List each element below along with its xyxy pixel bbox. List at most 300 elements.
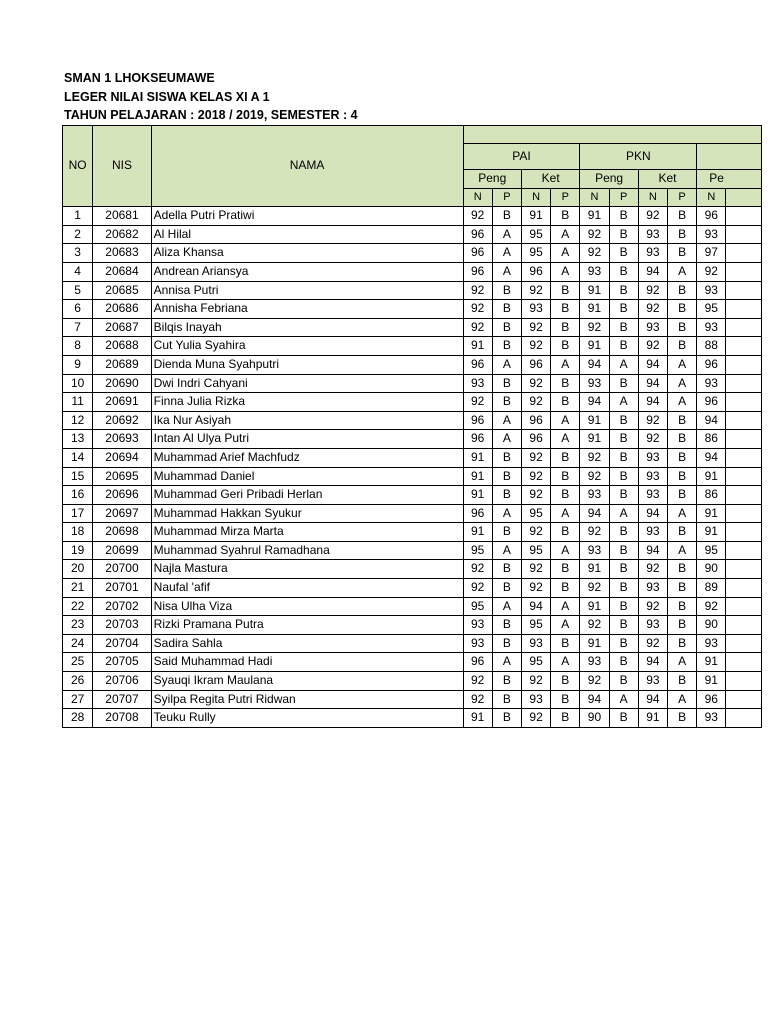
np-header-n: N [521, 188, 550, 207]
pai-peng-p: A [492, 225, 521, 244]
table-row [63, 467, 762, 486]
pai-ket-p: B [551, 374, 580, 393]
next-peng-n: 91 [697, 672, 726, 691]
academic-year: TAHUN PELAJARAN : 2018 / 2019, SEMESTER : 4 [64, 108, 358, 123]
pai-peng-n: 91 [463, 448, 492, 467]
table-row [63, 523, 762, 542]
row-number: 12 [63, 411, 93, 430]
nis-cell: 20683 [93, 244, 151, 263]
pkn-ket-p: B [667, 523, 696, 542]
pkn-ket-n: 94 [638, 393, 667, 412]
pkn-ket-p: B [667, 300, 696, 319]
pai-peng-n: 96 [463, 653, 492, 672]
subheader-ket: Ket [521, 170, 579, 189]
pkn-peng-p: B [609, 337, 638, 356]
pkn-peng-n: 94 [580, 355, 609, 374]
name-cell: Muhammad Geri Pribadi Herlan [151, 486, 463, 505]
name-cell: Muhammad Arief Machfudz [151, 448, 463, 467]
pkn-ket-n: 94 [638, 374, 667, 393]
pkn-peng-n: 92 [580, 467, 609, 486]
next-peng-n: 93 [697, 281, 726, 300]
nis-cell: 20697 [93, 504, 151, 523]
name-cell: Aliza Khansa [151, 244, 463, 263]
pkn-peng-p: B [609, 281, 638, 300]
next-peng-p [726, 374, 762, 393]
nis-cell: 20692 [93, 411, 151, 430]
pai-ket-n: 95 [521, 244, 550, 263]
pai-peng-n: 96 [463, 244, 492, 263]
pkn-peng-p: B [609, 560, 638, 579]
pkn-peng-n: 93 [580, 486, 609, 505]
pai-ket-p: B [551, 393, 580, 412]
pai-ket-n: 96 [521, 355, 550, 374]
row-number: 8 [63, 337, 93, 356]
pkn-ket-p: B [667, 207, 696, 226]
row-number: 23 [63, 616, 93, 635]
next-peng-p [726, 541, 762, 560]
pai-peng-n: 92 [463, 393, 492, 412]
nis-cell: 20691 [93, 393, 151, 412]
pkn-ket-p: B [667, 634, 696, 653]
next-peng-n: 97 [697, 244, 726, 263]
pai-ket-p: A [551, 597, 580, 616]
next-peng-n: 91 [697, 523, 726, 542]
pkn-peng-n: 91 [580, 411, 609, 430]
next-peng-n: 94 [697, 411, 726, 430]
pai-ket-p: B [551, 467, 580, 486]
pai-ket-p: A [551, 504, 580, 523]
name-cell: Syauqi Ikram Maulana [151, 672, 463, 691]
pai-peng-p: B [492, 709, 521, 728]
next-peng-n: 90 [697, 560, 726, 579]
name-cell: Adella Putri Pratiwi [151, 207, 463, 226]
pai-peng-n: 92 [463, 560, 492, 579]
name-cell: Muhammad Hakkan Syukur [151, 504, 463, 523]
pkn-peng-n: 91 [580, 207, 609, 226]
pai-peng-n: 93 [463, 616, 492, 635]
pai-ket-n: 95 [521, 541, 550, 560]
pkn-ket-n: 93 [638, 448, 667, 467]
pkn-ket-n: 93 [638, 225, 667, 244]
pai-peng-p: A [492, 244, 521, 263]
name-cell: Said Muhammad Hadi [151, 653, 463, 672]
pkn-peng-p: B [609, 541, 638, 560]
name-cell: Intan Al Ulya Putri [151, 430, 463, 449]
pai-peng-p: A [492, 430, 521, 449]
row-number: 21 [63, 579, 93, 598]
name-cell: Annisha Febriana [151, 300, 463, 319]
nis-cell: 20684 [93, 262, 151, 281]
pai-ket-p: B [551, 560, 580, 579]
np-header-n: N [697, 188, 726, 207]
pkn-peng-n: 91 [580, 337, 609, 356]
pai-peng-n: 96 [463, 355, 492, 374]
table-row [63, 374, 762, 393]
table-row [63, 225, 762, 244]
nis-cell: 20706 [93, 672, 151, 691]
pkn-peng-n: 92 [580, 225, 609, 244]
table-row [63, 318, 762, 337]
pkn-peng-n: 92 [580, 672, 609, 691]
nis-cell: 20703 [93, 616, 151, 635]
pkn-peng-p: B [609, 523, 638, 542]
table-row [63, 411, 762, 430]
pkn-ket-p: B [667, 616, 696, 635]
nis-cell: 20687 [93, 318, 151, 337]
pkn-peng-n: 91 [580, 597, 609, 616]
row-number: 13 [63, 430, 93, 449]
nis-cell: 20699 [93, 541, 151, 560]
pkn-ket-p: A [667, 355, 696, 374]
table-row [63, 597, 762, 616]
pkn-ket-n: 93 [638, 318, 667, 337]
pai-peng-p: A [492, 411, 521, 430]
table-row [63, 709, 762, 728]
pai-peng-n: 91 [463, 709, 492, 728]
pkn-ket-n: 93 [638, 672, 667, 691]
pkn-ket-n: 94 [638, 653, 667, 672]
pkn-ket-p: B [667, 225, 696, 244]
pkn-peng-p: B [609, 672, 638, 691]
nis-cell: 20686 [93, 300, 151, 319]
next-peng-p [726, 579, 762, 598]
nis-cell: 20688 [93, 337, 151, 356]
row-number: 26 [63, 672, 93, 691]
ledger-title: LEGER NILAI SISWA KELAS XI A 1 [64, 89, 270, 104]
name-cell: Naufal 'afif [151, 579, 463, 598]
pkn-peng-n: 91 [580, 300, 609, 319]
pai-ket-n: 92 [521, 709, 550, 728]
pkn-ket-p: B [667, 281, 696, 300]
pkn-peng-p: B [609, 709, 638, 728]
subheader-peng: Peng [580, 170, 638, 189]
pai-peng-n: 95 [463, 597, 492, 616]
pai-ket-p: A [551, 430, 580, 449]
pkn-peng-p: B [609, 430, 638, 449]
next-peng-p [726, 597, 762, 616]
table-row [63, 560, 762, 579]
next-peng-p [726, 467, 762, 486]
pai-peng-p: B [492, 467, 521, 486]
pkn-peng-p: B [609, 616, 638, 635]
pai-ket-p: B [551, 300, 580, 319]
next-peng-p [726, 300, 762, 319]
pai-ket-p: B [551, 672, 580, 691]
pkn-peng-n: 92 [580, 579, 609, 598]
pkn-peng-p: B [609, 448, 638, 467]
pai-ket-p: B [551, 448, 580, 467]
pai-ket-p: B [551, 709, 580, 728]
pkn-ket-n: 92 [638, 560, 667, 579]
pai-ket-p: A [551, 411, 580, 430]
pkn-ket-n: 93 [638, 244, 667, 263]
nis-cell: 20707 [93, 690, 151, 709]
pkn-ket-p: A [667, 393, 696, 412]
pai-peng-p: B [492, 393, 521, 412]
pai-peng-n: 92 [463, 690, 492, 709]
pkn-ket-p: A [667, 541, 696, 560]
table-row [63, 393, 762, 412]
nis-cell: 20700 [93, 560, 151, 579]
next-peng-n: 91 [697, 504, 726, 523]
pai-peng-p: A [492, 541, 521, 560]
pai-ket-p: A [551, 355, 580, 374]
pai-ket-n: 96 [521, 411, 550, 430]
pkn-ket-n: 91 [638, 709, 667, 728]
pai-ket-p: B [551, 634, 580, 653]
subheader-peng: Peng [463, 170, 521, 189]
pai-peng-n: 91 [463, 523, 492, 542]
np-header-p: P [492, 188, 521, 207]
pai-ket-n: 95 [521, 504, 550, 523]
table-row [63, 634, 762, 653]
pai-ket-n: 92 [521, 523, 550, 542]
next-peng-p [726, 523, 762, 542]
pkn-ket-p: A [667, 653, 696, 672]
pai-peng-p: A [492, 653, 521, 672]
next-peng-n: 93 [697, 225, 726, 244]
pkn-ket-p: B [667, 709, 696, 728]
pai-ket-n: 92 [521, 374, 550, 393]
np-header-p [726, 188, 762, 207]
nis-cell: 20689 [93, 355, 151, 374]
pai-peng-n: 96 [463, 430, 492, 449]
pai-peng-p: B [492, 523, 521, 542]
pai-ket-p: A [551, 225, 580, 244]
pkn-ket-p: B [667, 579, 696, 598]
school-name: SMAN 1 LHOKSEUMAWE [64, 71, 215, 85]
pkn-ket-p: A [667, 262, 696, 281]
name-cell: Al Hilal [151, 225, 463, 244]
next-peng-p [726, 262, 762, 281]
pai-ket-n: 92 [521, 281, 550, 300]
pkn-peng-n: 91 [580, 634, 609, 653]
pai-ket-n: 91 [521, 207, 550, 226]
nis-cell: 20693 [93, 430, 151, 449]
next-peng-n: 88 [697, 337, 726, 356]
pkn-peng-p: B [609, 262, 638, 281]
nis-cell: 20698 [93, 523, 151, 542]
pkn-peng-n: 92 [580, 523, 609, 542]
col-header-no: NO [63, 126, 93, 207]
row-number: 20 [63, 560, 93, 579]
table-row [63, 355, 762, 374]
pkn-ket-p: B [667, 672, 696, 691]
pai-ket-p: A [551, 616, 580, 635]
np-header-p: P [609, 188, 638, 207]
pkn-peng-p: B [609, 374, 638, 393]
pai-ket-p: B [551, 281, 580, 300]
pkn-peng-p: B [609, 579, 638, 598]
next-peng-n: 96 [697, 355, 726, 374]
pkn-ket-n: 92 [638, 281, 667, 300]
table-row [63, 690, 762, 709]
row-number: 25 [63, 653, 93, 672]
pkn-peng-n: 92 [580, 318, 609, 337]
np-header-n: N [638, 188, 667, 207]
next-peng-n: 92 [697, 597, 726, 616]
pkn-peng-n: 93 [580, 374, 609, 393]
pai-peng-n: 93 [463, 374, 492, 393]
pai-ket-p: A [551, 541, 580, 560]
pai-ket-n: 95 [521, 225, 550, 244]
pai-peng-p: B [492, 448, 521, 467]
pai-ket-n: 92 [521, 486, 550, 505]
pai-ket-p: B [551, 579, 580, 598]
table-row [63, 504, 762, 523]
pkn-ket-n: 93 [638, 523, 667, 542]
pai-peng-n: 92 [463, 672, 492, 691]
pai-peng-n: 96 [463, 504, 492, 523]
pkn-ket-n: 92 [638, 300, 667, 319]
next-peng-n: 93 [697, 709, 726, 728]
next-peng-n: 93 [697, 634, 726, 653]
pkn-ket-n: 93 [638, 467, 667, 486]
np-header-p: P [667, 188, 696, 207]
pai-peng-n: 96 [463, 411, 492, 430]
document-header [64, 69, 358, 125]
pai-ket-n: 96 [521, 430, 550, 449]
pkn-ket-p: B [667, 430, 696, 449]
pkn-peng-n: 93 [580, 541, 609, 560]
next-peng-p [726, 207, 762, 226]
row-number: 17 [63, 504, 93, 523]
pkn-peng-p: B [609, 653, 638, 672]
name-cell: Sadira Sahla [151, 634, 463, 653]
pai-ket-p: B [551, 337, 580, 356]
table-row [63, 244, 762, 263]
pkn-peng-n: 92 [580, 616, 609, 635]
nis-cell: 20702 [93, 597, 151, 616]
nis-cell: 20701 [93, 579, 151, 598]
col-header-nis: NIS [93, 126, 151, 207]
pai-ket-n: 92 [521, 560, 550, 579]
pkn-peng-n: 94 [580, 690, 609, 709]
name-cell: Bilqis Inayah [151, 318, 463, 337]
pai-peng-n: 92 [463, 281, 492, 300]
next-peng-n: 91 [697, 653, 726, 672]
pai-ket-n: 92 [521, 448, 550, 467]
next-peng-p [726, 672, 762, 691]
next-peng-p [726, 225, 762, 244]
pkn-ket-p: B [667, 318, 696, 337]
pkn-peng-n: 91 [580, 281, 609, 300]
next-peng-n: 90 [697, 616, 726, 635]
pai-peng-p: B [492, 560, 521, 579]
name-cell: Cut Yulia Syahira [151, 337, 463, 356]
np-header-n: N [580, 188, 609, 207]
pkn-peng-p: B [609, 597, 638, 616]
pai-ket-n: 94 [521, 597, 550, 616]
pkn-ket-p: A [667, 374, 696, 393]
pkn-peng-n: 92 [580, 244, 609, 263]
next-peng-n: 96 [697, 393, 726, 412]
name-cell: Syilpa Regita Putri Ridwan [151, 690, 463, 709]
pai-ket-n: 96 [521, 262, 550, 281]
next-peng-p [726, 560, 762, 579]
row-number: 15 [63, 467, 93, 486]
pkn-peng-n: 94 [580, 393, 609, 412]
row-number: 1 [63, 207, 93, 226]
pkn-ket-n: 92 [638, 207, 667, 226]
table-row [63, 579, 762, 598]
header-blank-band [463, 126, 761, 144]
nis-cell: 20685 [93, 281, 151, 300]
next-peng-n: 94 [697, 448, 726, 467]
pkn-peng-p: A [609, 504, 638, 523]
pkn-peng-p: B [609, 411, 638, 430]
nis-cell: 20694 [93, 448, 151, 467]
next-peng-p [726, 430, 762, 449]
next-peng-n: 86 [697, 486, 726, 505]
pai-peng-n: 92 [463, 300, 492, 319]
pai-peng-p: A [492, 597, 521, 616]
nis-cell: 20695 [93, 467, 151, 486]
pkn-ket-n: 92 [638, 597, 667, 616]
pai-peng-p: B [492, 300, 521, 319]
pai-peng-n: 93 [463, 634, 492, 653]
pkn-peng-n: 93 [580, 262, 609, 281]
row-number: 7 [63, 318, 93, 337]
name-cell: Nisa Ulha Viza [151, 597, 463, 616]
pai-ket-p: A [551, 653, 580, 672]
pai-peng-n: 92 [463, 318, 492, 337]
pai-peng-n: 91 [463, 467, 492, 486]
pai-peng-p: B [492, 207, 521, 226]
row-number: 28 [63, 709, 93, 728]
table-row [63, 337, 762, 356]
table-row [63, 448, 762, 467]
pai-ket-n: 92 [521, 318, 550, 337]
row-number: 14 [63, 448, 93, 467]
name-cell: Andrean Ariansya [151, 262, 463, 281]
table-row [63, 541, 762, 560]
nis-cell: 20704 [93, 634, 151, 653]
table-row [63, 262, 762, 281]
col-header-nama: NAMA [151, 126, 463, 207]
next-peng-n: 95 [697, 541, 726, 560]
nis-cell: 20696 [93, 486, 151, 505]
pai-ket-n: 93 [521, 300, 550, 319]
pkn-peng-n: 93 [580, 653, 609, 672]
pai-peng-p: B [492, 281, 521, 300]
nis-cell: 20681 [93, 207, 151, 226]
pkn-ket-p: B [667, 244, 696, 263]
next-peng-n: 95 [697, 300, 726, 319]
name-cell: Teuku Rully [151, 709, 463, 728]
subject-header-next [697, 144, 762, 170]
row-number: 10 [63, 374, 93, 393]
pkn-ket-n: 92 [638, 411, 667, 430]
row-number: 27 [63, 690, 93, 709]
pai-peng-p: A [492, 355, 521, 374]
pai-ket-n: 92 [521, 467, 550, 486]
pai-ket-n: 95 [521, 653, 550, 672]
row-number: 5 [63, 281, 93, 300]
pkn-peng-n: 94 [580, 504, 609, 523]
row-number: 2 [63, 225, 93, 244]
pai-ket-p: B [551, 486, 580, 505]
pkn-ket-n: 94 [638, 504, 667, 523]
np-header-p: P [551, 188, 580, 207]
pai-peng-p: B [492, 634, 521, 653]
table-row [63, 486, 762, 505]
pkn-ket-n: 93 [638, 616, 667, 635]
subject-header-pkn: PKN [580, 144, 697, 170]
np-header-n: N [463, 188, 492, 207]
pkn-ket-n: 94 [638, 690, 667, 709]
pai-ket-p: B [551, 523, 580, 542]
